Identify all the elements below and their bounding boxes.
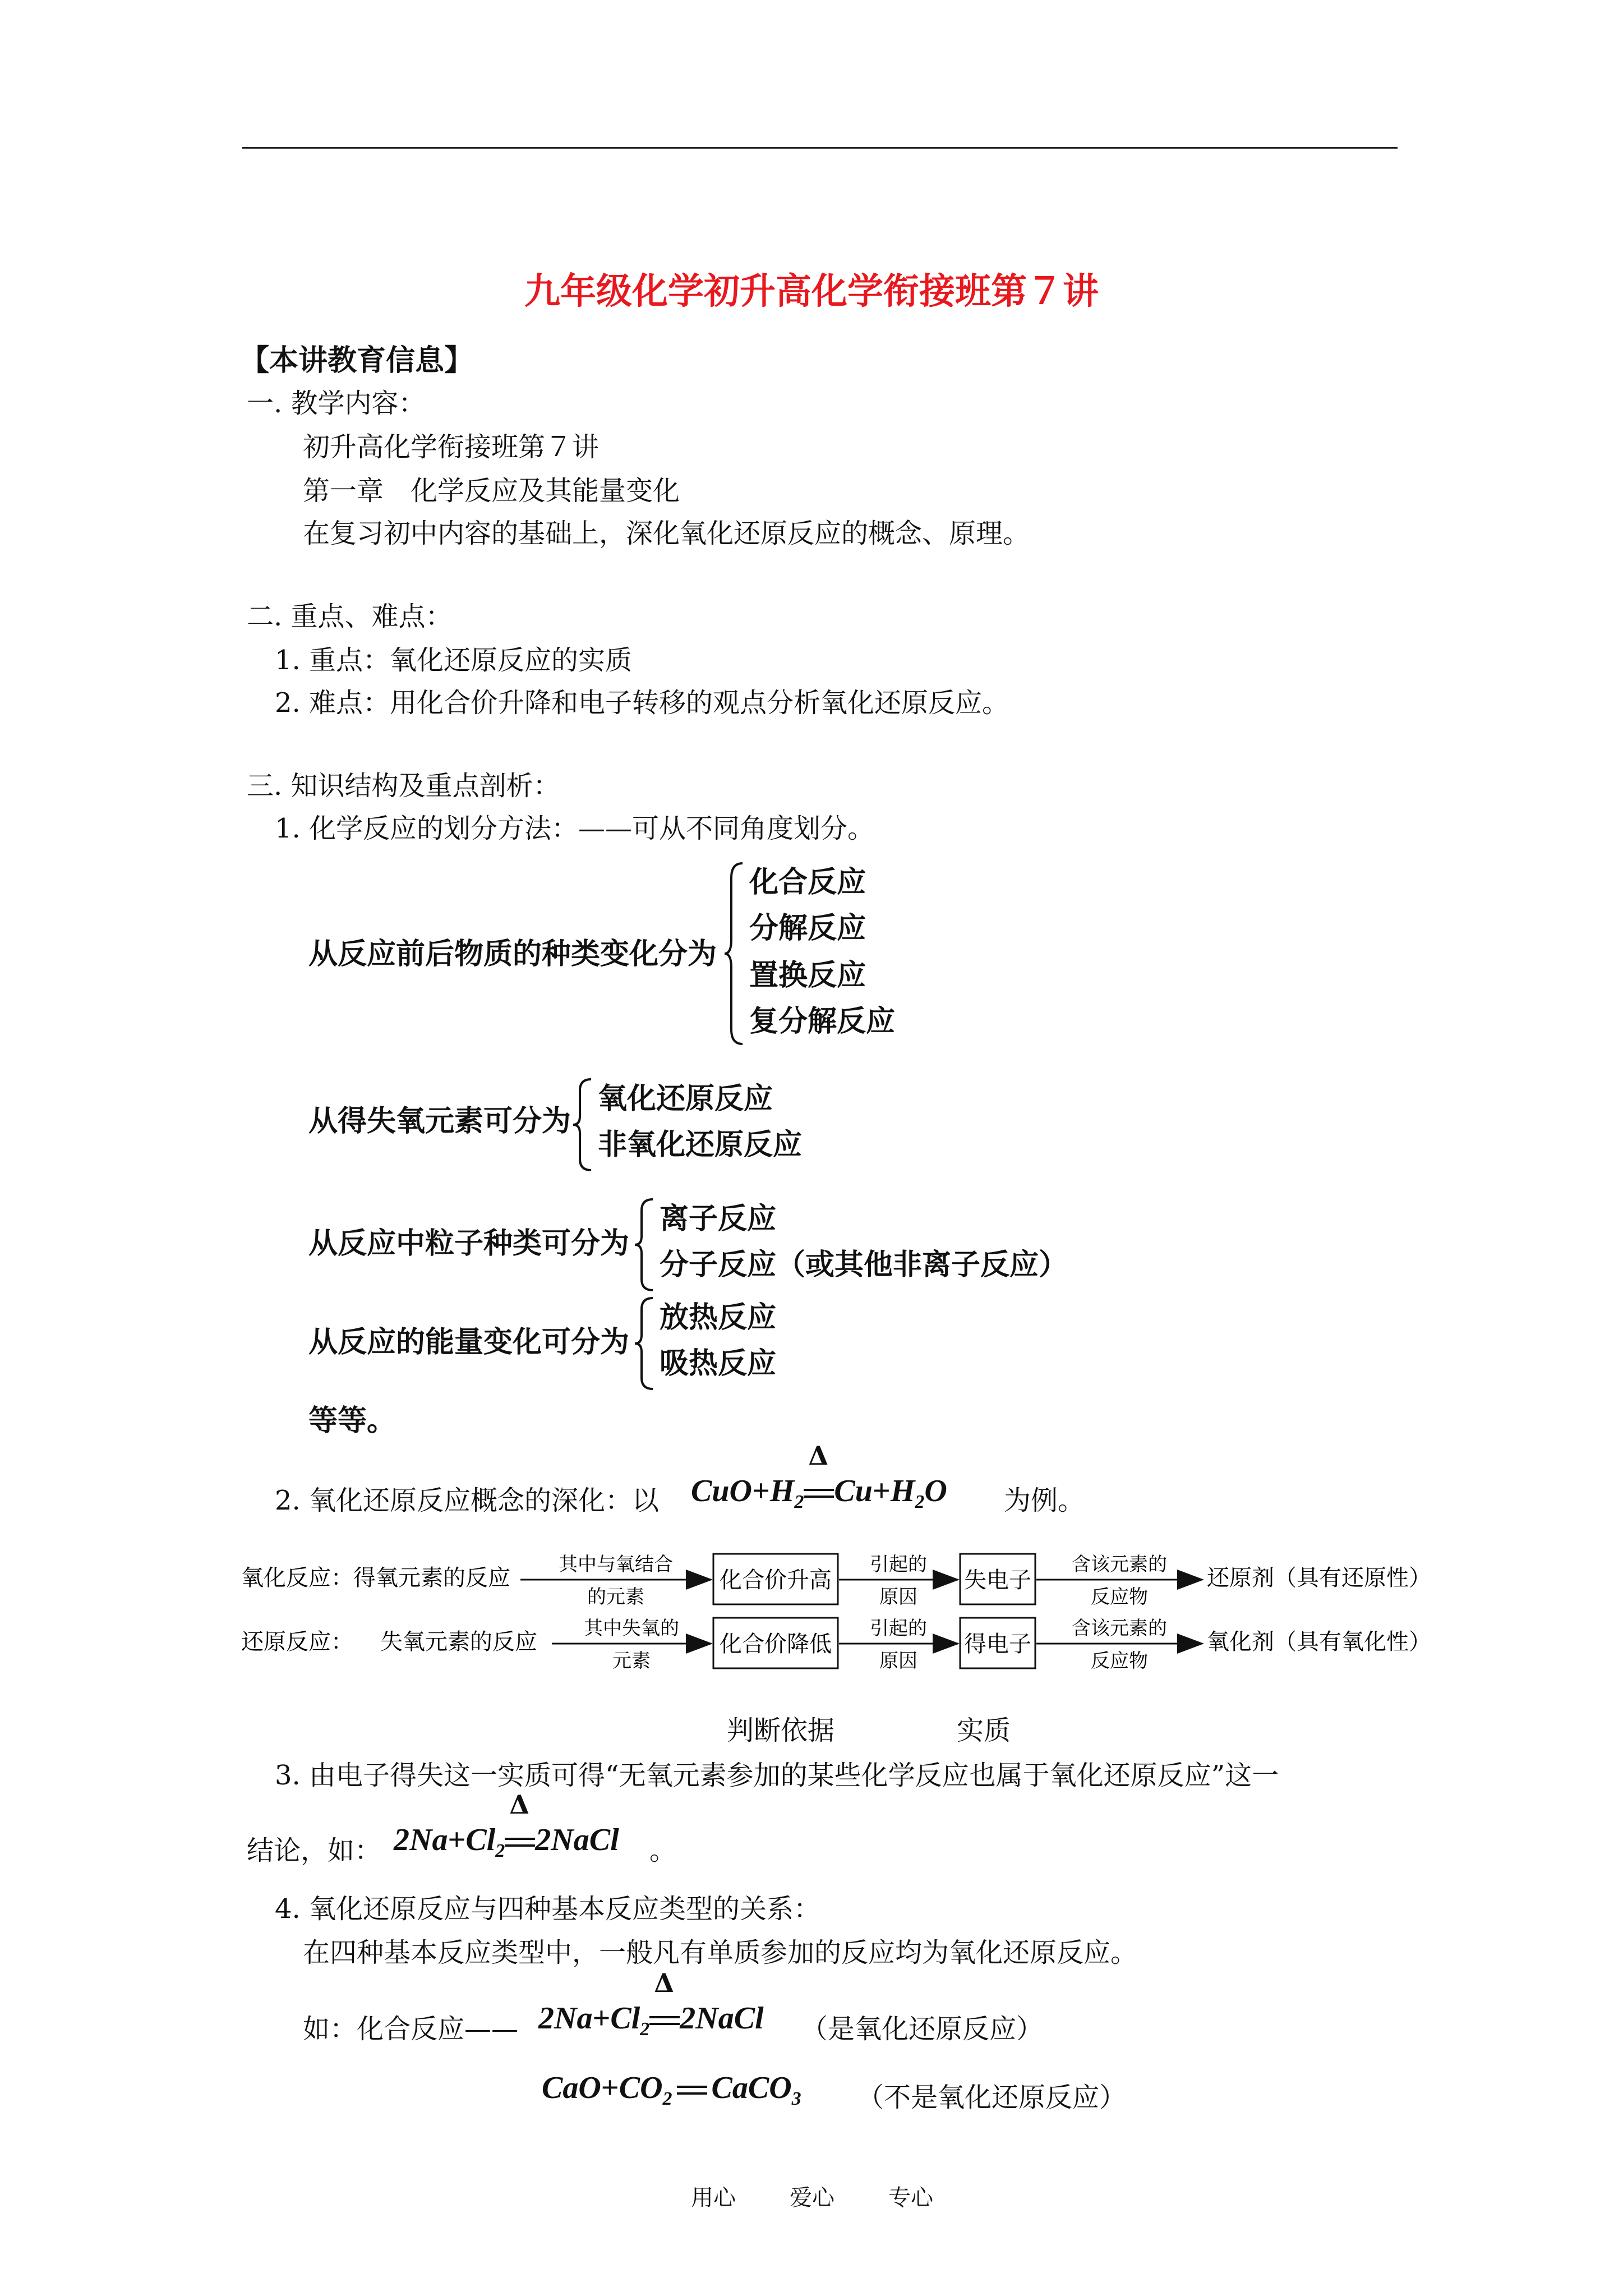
class4-item: 吸热反应 xyxy=(660,1347,777,1381)
equation-na-cl2: $2Na+Cl_2$ Δ 2NaCl xyxy=(394,1789,619,1862)
class2-item: 氧化还原反应 xyxy=(598,1082,773,1116)
class1-item: 复分解反应 xyxy=(749,1005,896,1038)
row1-start: 氧化反应：得氧元素的反应 xyxy=(241,1565,510,1591)
row2-start: 还原反应： xyxy=(241,1629,353,1655)
header-rule xyxy=(242,147,1398,149)
footer-item: 用心 xyxy=(691,2185,736,2211)
row2-arrow2-bot: 原因 xyxy=(879,1650,917,1672)
sec1-heading: 一. 教学内容： xyxy=(247,388,426,419)
row2-box1-label: 化合价降低 xyxy=(720,1631,832,1657)
equation-example1: $2Na+Cl_2$ Δ 2NaCl xyxy=(538,1968,764,2040)
sec3-item3-end: 。 xyxy=(649,1835,677,1866)
sec2-item: 1. 重点：氧化还原反应的实质 xyxy=(275,645,633,676)
class3-label: 从反应中粒子种类可分为 xyxy=(308,1227,630,1260)
row2-arrow3-bot: 反应物 xyxy=(1091,1650,1148,1672)
sec3-item3: 3. 由电子得失这一实质可得“无氧元素参加的某些化学反应也属于氧化还原反应”这一 xyxy=(275,1760,1279,1791)
example2-note: （不是氧化还原反应） xyxy=(857,2082,1127,2113)
row2-box2-label: 得电子 xyxy=(964,1631,1031,1657)
row1-arrow3-top: 含该元素的 xyxy=(1072,1553,1167,1576)
section-header: 【本讲教育信息】 xyxy=(240,344,474,378)
equation-example2: $CaO+CO_2$ CaCO$_3$ xyxy=(542,2070,801,2110)
sec2-item: 2. 难点：用化合价升降和电子转移的观点分析氧化还原反应。 xyxy=(275,687,1009,719)
etc-text: 等等。 xyxy=(308,1404,396,1438)
class1-brace xyxy=(723,861,746,1046)
diagram-caption-basis: 判断依据 xyxy=(727,1715,835,1746)
row1-arrow2-top: 引起的 xyxy=(870,1553,927,1576)
class4-item: 放热反应 xyxy=(660,1301,777,1335)
footer-item: 爱心 xyxy=(790,2185,834,2211)
class3-item: 分子反应（或其他非离子反应） xyxy=(660,1248,1068,1282)
sec1-line: 第一章 化学反应及其能量变化 xyxy=(303,475,680,507)
row1-box2-label: 失电子 xyxy=(964,1567,1031,1593)
row1-box1-label: 化合价升高 xyxy=(720,1567,832,1593)
diagram-caption-essence: 实质 xyxy=(957,1715,1011,1746)
row2-end: 氧化剂（具有氧化性） xyxy=(1207,1629,1431,1655)
equation-cuo-h2: $CuO+H_2$ Δ $Cu+H_2O$ xyxy=(691,1441,947,1513)
redox-flow-diagram xyxy=(241,1537,1441,1717)
sec3-item4: 4. 氧化还原反应与四种基本反应类型的关系： xyxy=(275,1893,821,1925)
class1-item: 置换反应 xyxy=(749,959,866,992)
class2-brace xyxy=(572,1077,594,1172)
class2-item: 非氧化还原反应 xyxy=(598,1128,803,1162)
sec3-item2-suffix: 为例。 xyxy=(1004,1485,1085,1516)
sec3-heading: 三. 知识结构及重点剖析： xyxy=(247,770,560,802)
class4-brace xyxy=(634,1296,656,1391)
class4-label: 从反应的能量变化可分为 xyxy=(308,1326,630,1359)
footer-item: 专心 xyxy=(888,2185,933,2211)
page-title: 九年级化学初升高化学衔接班第７讲 xyxy=(524,271,1099,312)
row2-arrow2-top: 引起的 xyxy=(870,1617,927,1640)
class3-item: 离子反应 xyxy=(660,1202,777,1236)
example1-prefix: 如：化合反应—— xyxy=(303,2013,519,2045)
class1-item: 化合反应 xyxy=(749,866,866,899)
row2-arrow1-top: 其中失氧的 xyxy=(584,1617,679,1640)
sec1-line: 初升高化学衔接班第７讲 xyxy=(303,431,600,463)
class3-brace xyxy=(634,1197,656,1292)
sec3-item3-cont: 结论，如： xyxy=(247,1835,382,1866)
row2-start2: 失氧元素的反应 xyxy=(380,1629,537,1655)
class2-label: 从得失氧元素可分为 xyxy=(308,1105,571,1138)
row1-arrow2-bot: 原因 xyxy=(879,1586,917,1608)
sec3-item1: 1. 化学反应的划分方法：——可从不同角度划分。 xyxy=(275,813,875,844)
row1-arrow1-bot: 的元素 xyxy=(587,1586,644,1608)
row2-arrow1-bot: 元素 xyxy=(612,1650,651,1672)
row1-end: 还原剂（具有还原性） xyxy=(1207,1565,1431,1591)
class1-label: 从反应前后物质的种类变化分为 xyxy=(308,937,717,971)
row1-arrow1-top: 其中与氧结合 xyxy=(559,1553,673,1576)
class1-item: 分解反应 xyxy=(749,912,866,945)
sec1-line: 在复习初中内容的基础上，深化氧化还原反应的概念、原理。 xyxy=(303,518,1030,549)
sec2-heading: 二. 重点、难点： xyxy=(247,601,453,632)
row2-arrow3-top: 含该元素的 xyxy=(1072,1617,1167,1640)
sec3-item4-line: 在四种基本反应类型中，一般凡有单质参加的反应均为氧化还原反应。 xyxy=(303,1937,1138,1968)
row1-arrow3-bot: 反应物 xyxy=(1091,1586,1148,1608)
sec3-item2: 2. 氧化还原反应概念的深化：以 xyxy=(275,1485,660,1516)
example1-note: （是氧化还原反应） xyxy=(801,2013,1044,2045)
